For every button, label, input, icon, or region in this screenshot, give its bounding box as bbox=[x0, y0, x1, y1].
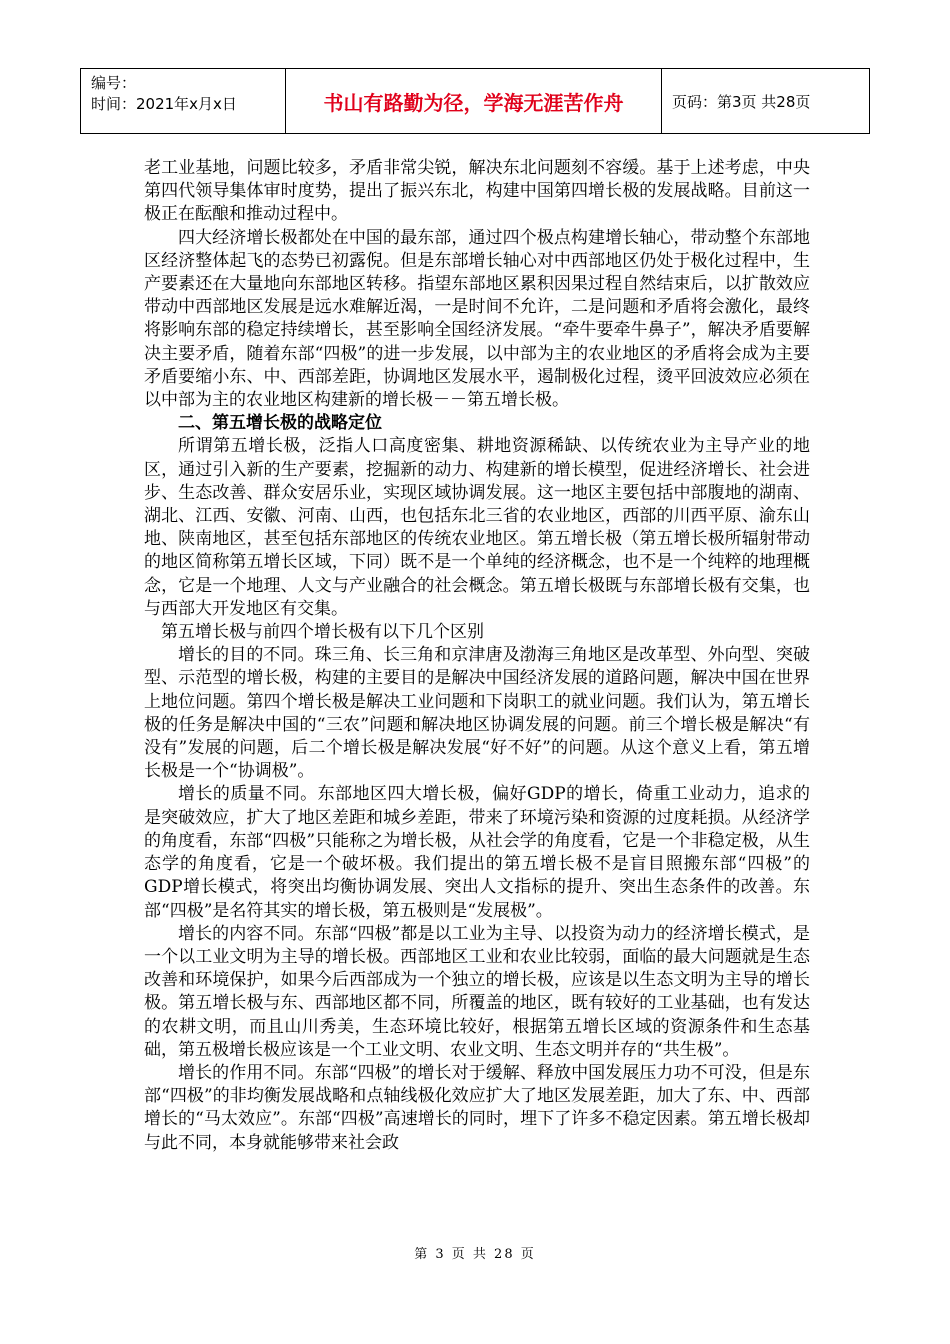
motto-text: 书山有路勤为径，学海无涯苦作舟 bbox=[323, 90, 624, 115]
paragraph: 老工业基地，问题比较多，矛盾非常尖锐，解决东北问题刻不容缓。基于上述考虑，中央第四代领导集体审时度势，提出了振兴东北，构建中国第四增长极的发展战略。目前这一极正在酝酿和推动过程中。 bbox=[144, 158, 810, 225]
header-table bbox=[80, 68, 870, 134]
paragraph: 第五增长极与前四个增长极有以下几个区别 bbox=[161, 622, 484, 643]
motto-cell bbox=[286, 69, 662, 133]
time-label: 时间：2021年x月x日 bbox=[91, 95, 237, 113]
paragraph: 所谓第五增长极，泛指人口高度密集、耕地资源稀缺、以传统农业为主导产业的地区，通过引入新的生产要素，挖掘新的动力、构建新的增长模型，促进经济增长、社会进步、生态改善、群众安居乐业，实现区域协调发展。这一地区主要包括中部腹地的湖南、湖北、江西、安徽、河南、山西，也包括东北三省的农业地区，西部的川西平原、渝东山地、陕南地区，甚至包括东部地区的传统农业地区。第五增长极（第五增长极所辐射带动的地区简称第五增长区域，下同）既不是一个单纯的经济概念，也不是一个纯粹的地理概念，它是一个地理、人文与产业融合的社会概念。第五增长极既与东部增长极有交集，也与西部大开发地区有交集。 bbox=[144, 436, 810, 619]
page-label: 页码：第3页 共28页 bbox=[672, 92, 811, 111]
paragraph: 增长的作用不同。东部“四极”的增长对于缓解、释放中国发展压力功不可没，但是东部“四极”的非均衡发展战略和点轴线极化效应扩大了地区发展差距，加大了东、中、西部增长的“马太效应”。东部“四极”高速增长的同时，埋下了许多不稳定因素。第五增长极却与此不同，本身就能够带来社会政 bbox=[144, 1062, 810, 1153]
section-heading: 二、第五增长极的战略定位 bbox=[178, 413, 382, 434]
header-meta-cell bbox=[81, 69, 286, 133]
paragraph: 增长的内容不同。东部“四极”都是以工业为主导、以投资为动力的经济增长模式，是一个以工业文明为主导的增长极。西部地区工业和农业比较弱，面临的最大问题就是生态改善和环境保护，如果今后西部成为一个独立的增长极，应该是以生态文明为主导的增长极。第五增长极与东、西部地区都不同，所覆盖的地区，既有较好的工业基础，也有发达的农耕文明，而且山川秀美，生态环境比较好，根据第五增长区域的资源条件和生态基础，第五极增长极应该是一个工业文明、农业文明、生态文明并存的“共生极”。 bbox=[144, 923, 810, 1060]
paragraph: 四大经济增长极都处在中国的最东部，通过四个极点构建增长轴心，带动整个东部地区经济整体起飞的态势已初露倪。但是东部增长轴心对中西部地区仍处于极化过程中，生产要素还在大量地向东部地区转移。指望东部地区累积因果过程自然结束后，以扩散效应带动中西部地区发展是远水难解近渴，一是时间不允许，二是问题和矛盾将会激化，最终将影响东部的稳定持续增长，甚至影响全国经济发展。“牵牛要牵牛鼻子”，解决矛盾要解决主要矛盾，随着东部“四极”的进一步发展，以中部为主的农业地区的矛盾将会成为主要矛盾要缩小东、中、西部差距，协调地区发展水平，遏制极化过程，烫平回波效应必须在以中部为主的农业地区构建新的增长极－－第五增长极。 bbox=[144, 227, 810, 411]
paragraph: 增长的目的不同。珠三角、长三角和京津唐及渤海三角地区是改革型、外向型、突破型、示范型的增长极，构建的主要目的是解决中国经济发展的道路问题，解决中国在世界上地位问题。第四个增长极是解决工业问题和下岗职工的就业问题。我们认为，第五增长极的任务是解决中国的“三农”问题和解决地区协调发展的问题。前三个增长极是解决“有没有”发展的问题，后二个增长极是解决发展“好不好”的问题。从这个意义上看，第五增长极是一个“协调极”。 bbox=[144, 645, 810, 782]
number-label: 编号： bbox=[91, 74, 137, 92]
document-body bbox=[144, 157, 810, 1155]
paragraph: 增长的质量不同。东部地区四大增长极，偏好GDP的增长，倚重工业动力，追求的是突破效应，扩大了地区差距和城乡差距，带来了环境污染和资源的过度耗损。从经济学的角度看，东部“四极”只能称之为增长极，从社会学的角度看，它是一个非稳定极，从生态学的角度看，它是一个破坏极。我们提出的第五增长极不是盲目照搬东部“四极”的GDP增长模式，将突出均衡协调发展、突出人文指标的提升、突出生态条件的改善。东部“四极”是名符其实的增长极，第五极则是“发展极”。 bbox=[144, 784, 810, 921]
page-footer: 第 3 页 共 28 页 bbox=[414, 1247, 536, 1262]
page-cell bbox=[662, 69, 869, 133]
